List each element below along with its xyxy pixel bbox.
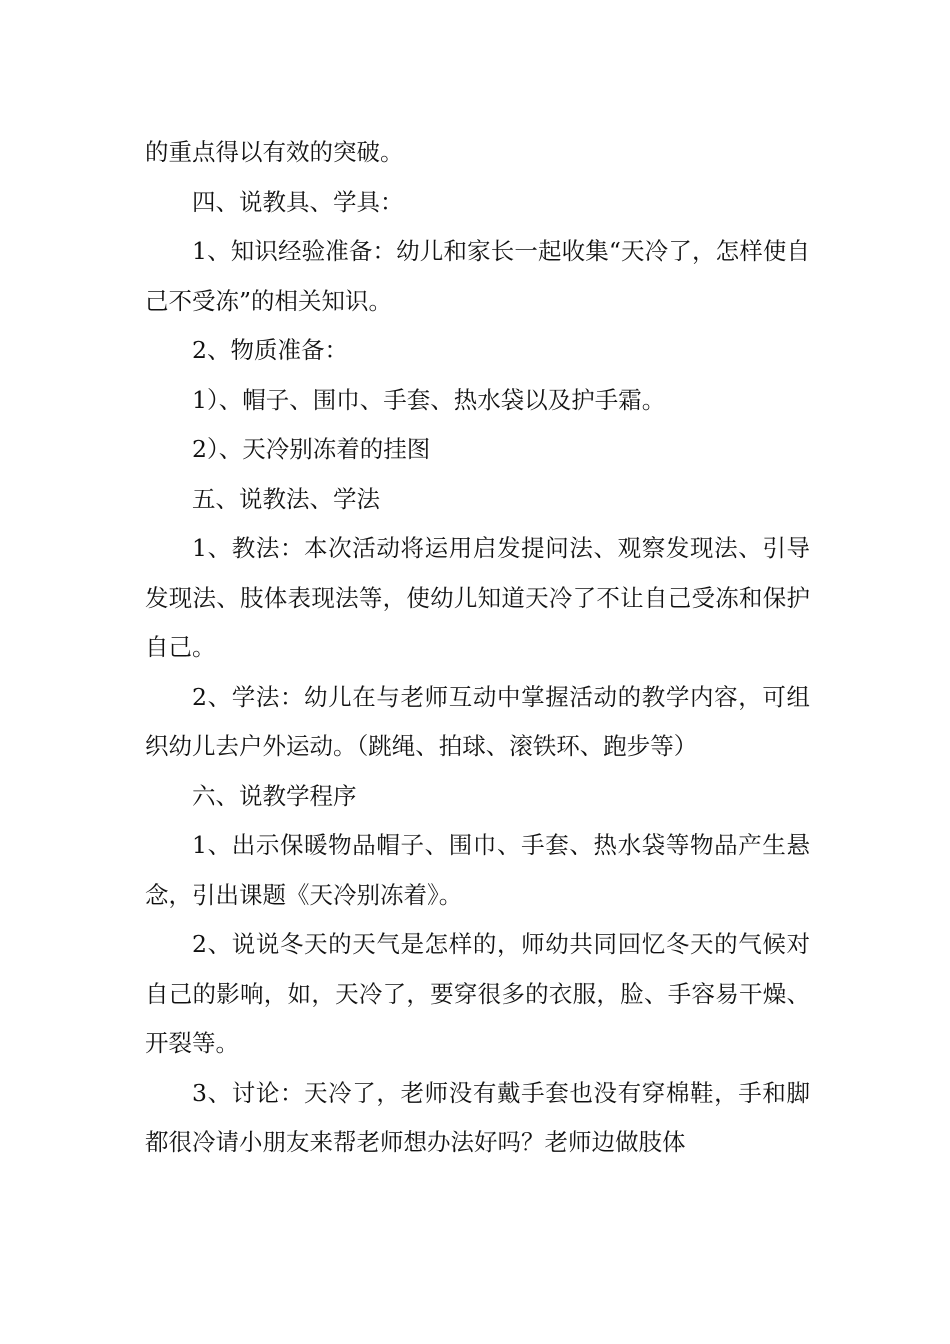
paragraph-knowledge-preparation: 1、知识经验准备：幼儿和家长一起收集“天冷了，怎样使自己不受冻”的相关知识。 [145, 237, 810, 315]
section-heading-procedure: 六、说教学程序 [192, 781, 357, 810]
list-item-materials-2: 2）、天冷别冻着的挂图 [192, 435, 431, 463]
section-heading-teaching-aids: 四、说教具、学具： [192, 187, 404, 216]
paragraph-continuation: 的重点得以有效的突破。 [145, 138, 404, 166]
paragraph-procedure-step-1: 1、出示保暖物品帽子、围巾、手套、热水袋等物品产生悬念，引出课题《天冷别冻着》。 [145, 831, 810, 909]
document-body [145, 128, 810, 1168]
paragraph-teaching-method: 1、教法：本次活动将运用启发提问法、观察发现法、引导发现法、肢体表现法等，使幼儿知道天冷了不让自己受冻和保护自己。 [145, 534, 810, 661]
paragraph-procedure-step-3: 3、讨论：天冷了，老师没有戴手套也没有穿棉鞋，手和脚都很冷请小朋友来帮老师想办法好吗？老师边做肢体 [145, 1078, 810, 1156]
list-item-materials-1: 1）、帽子、围巾、手套、热水袋以及护手霜。 [192, 385, 666, 414]
paragraph-learning-method: 2、学法：幼儿在与老师互动中掌握活动的教学内容，可组织幼儿去户外运动。（跳绳、拍球、滚铁环、跑步等） [145, 682, 810, 760]
paragraph-material-preparation: 2、物质准备： [192, 336, 348, 364]
paragraph-procedure-step-2: 2、说说冬天的天气是怎样的，师幼共同回忆冬天的气候对自己的影响，如，天冷了，要穿很多的衣服，脸、手容易干燥、开裂等。 [145, 930, 810, 1057]
section-heading-methods: 五、说教法、学法 [192, 484, 380, 513]
